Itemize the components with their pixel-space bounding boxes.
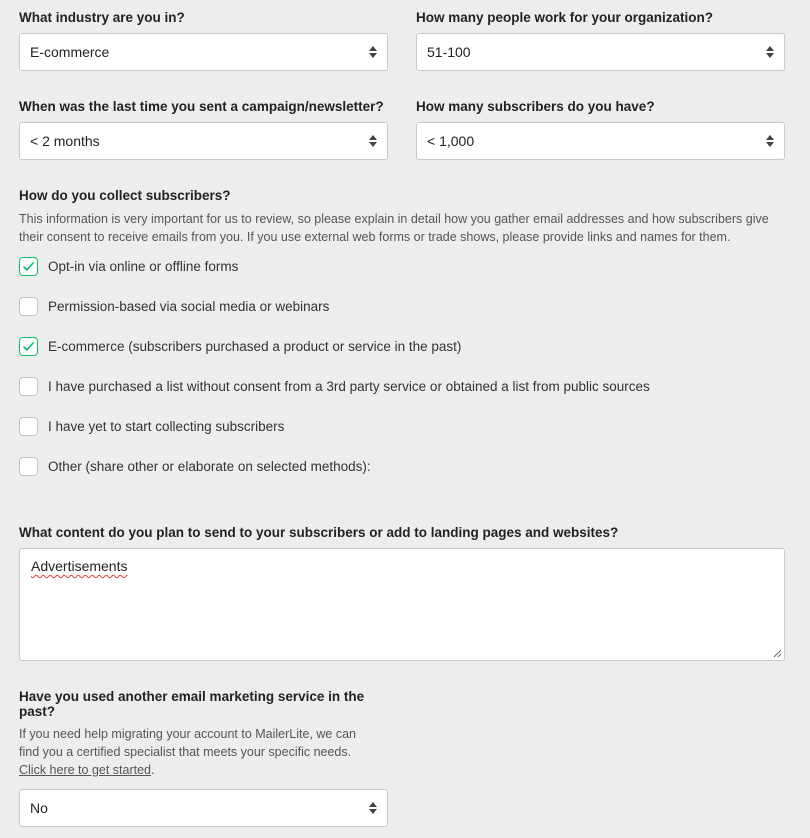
select-arrows-icon xyxy=(369,45,377,59)
content-value: Advertisements xyxy=(31,558,128,574)
previous-service-help xyxy=(19,725,379,779)
select-arrows-icon xyxy=(369,134,377,148)
collect-option-opt-in[interactable] xyxy=(19,256,238,276)
collect-option-label: I have purchased a list without consent from a 3rd party service or obtained a list from public sources xyxy=(48,378,650,394)
collect-option-social[interactable] xyxy=(19,296,329,316)
last-campaign-label: When was the last time you sent a campaign/newsletter? xyxy=(19,99,384,114)
previous-service-value: No xyxy=(30,800,48,816)
checkbox-checked[interactable] xyxy=(19,337,38,356)
content-textarea[interactable] xyxy=(19,548,785,661)
collect-label: How do you collect subscribers? xyxy=(19,188,231,203)
previous-service-select[interactable] xyxy=(19,789,388,827)
org-size-value: 51-100 xyxy=(427,44,471,60)
check-icon xyxy=(22,260,35,273)
collect-option-label: Permission-based via social media or webinars xyxy=(48,298,330,314)
org-size-select[interactable] xyxy=(416,33,785,71)
checkbox-unchecked[interactable] xyxy=(19,297,38,316)
last-campaign-value: < 2 months xyxy=(30,133,100,149)
subscribers-count-value: < 1,000 xyxy=(427,133,475,149)
checkbox-checked[interactable] xyxy=(19,257,38,276)
checkbox-unchecked[interactable] xyxy=(19,377,38,396)
industry-select[interactable] xyxy=(19,33,388,71)
content-label: What content do you plan to send to your subscribers or add to landing pages and websites? xyxy=(19,525,619,540)
resize-handle-icon[interactable] xyxy=(772,648,782,658)
collect-help-text: This information is very important for us to review, so please explain in detail how you gather email addresses and how subscribers give their consent to receive emails from you. If you use external web forms or trade shows, please provide links and names for them. xyxy=(19,212,769,244)
checkbox-unchecked[interactable] xyxy=(19,417,38,436)
check-icon xyxy=(22,340,35,353)
org-size-label: How many people work for your organization? xyxy=(416,10,714,25)
collect-option-label: E-commerce (subscribers purchased a product or service in the past) xyxy=(48,338,462,354)
subscribers-count-select[interactable] xyxy=(416,122,785,160)
select-arrows-icon xyxy=(766,134,774,148)
subscribers-count-label: How many subscribers do you have? xyxy=(416,99,655,114)
collect-option-ecommerce[interactable] xyxy=(19,336,461,356)
industry-label: What industry are you in? xyxy=(19,10,185,25)
checkbox-unchecked[interactable] xyxy=(19,457,38,476)
collect-option-other[interactable] xyxy=(19,456,371,476)
get-started-link[interactable]: Click here to get started xyxy=(19,763,152,777)
collect-option-purchased-list[interactable] xyxy=(19,376,650,396)
collect-option-not-started[interactable] xyxy=(19,416,284,436)
collect-option-label: Opt-in via online or offline forms xyxy=(48,258,239,274)
collect-option-label: Other (share other or elaborate on selected methods): xyxy=(48,458,371,474)
help-period: . xyxy=(151,763,155,777)
last-campaign-select[interactable] xyxy=(19,122,388,160)
previous-service-help-text: If you need help migrating your account to MailerLite, we can find you a certified specialist that meets your specific needs. xyxy=(19,727,356,759)
select-arrows-icon xyxy=(766,45,774,59)
industry-value: E-commerce xyxy=(30,44,110,60)
collect-option-label: I have yet to start collecting subscribers xyxy=(48,418,285,434)
select-arrows-icon xyxy=(369,801,377,815)
previous-service-label: Have you used another email marketing service in the past? xyxy=(19,689,365,719)
